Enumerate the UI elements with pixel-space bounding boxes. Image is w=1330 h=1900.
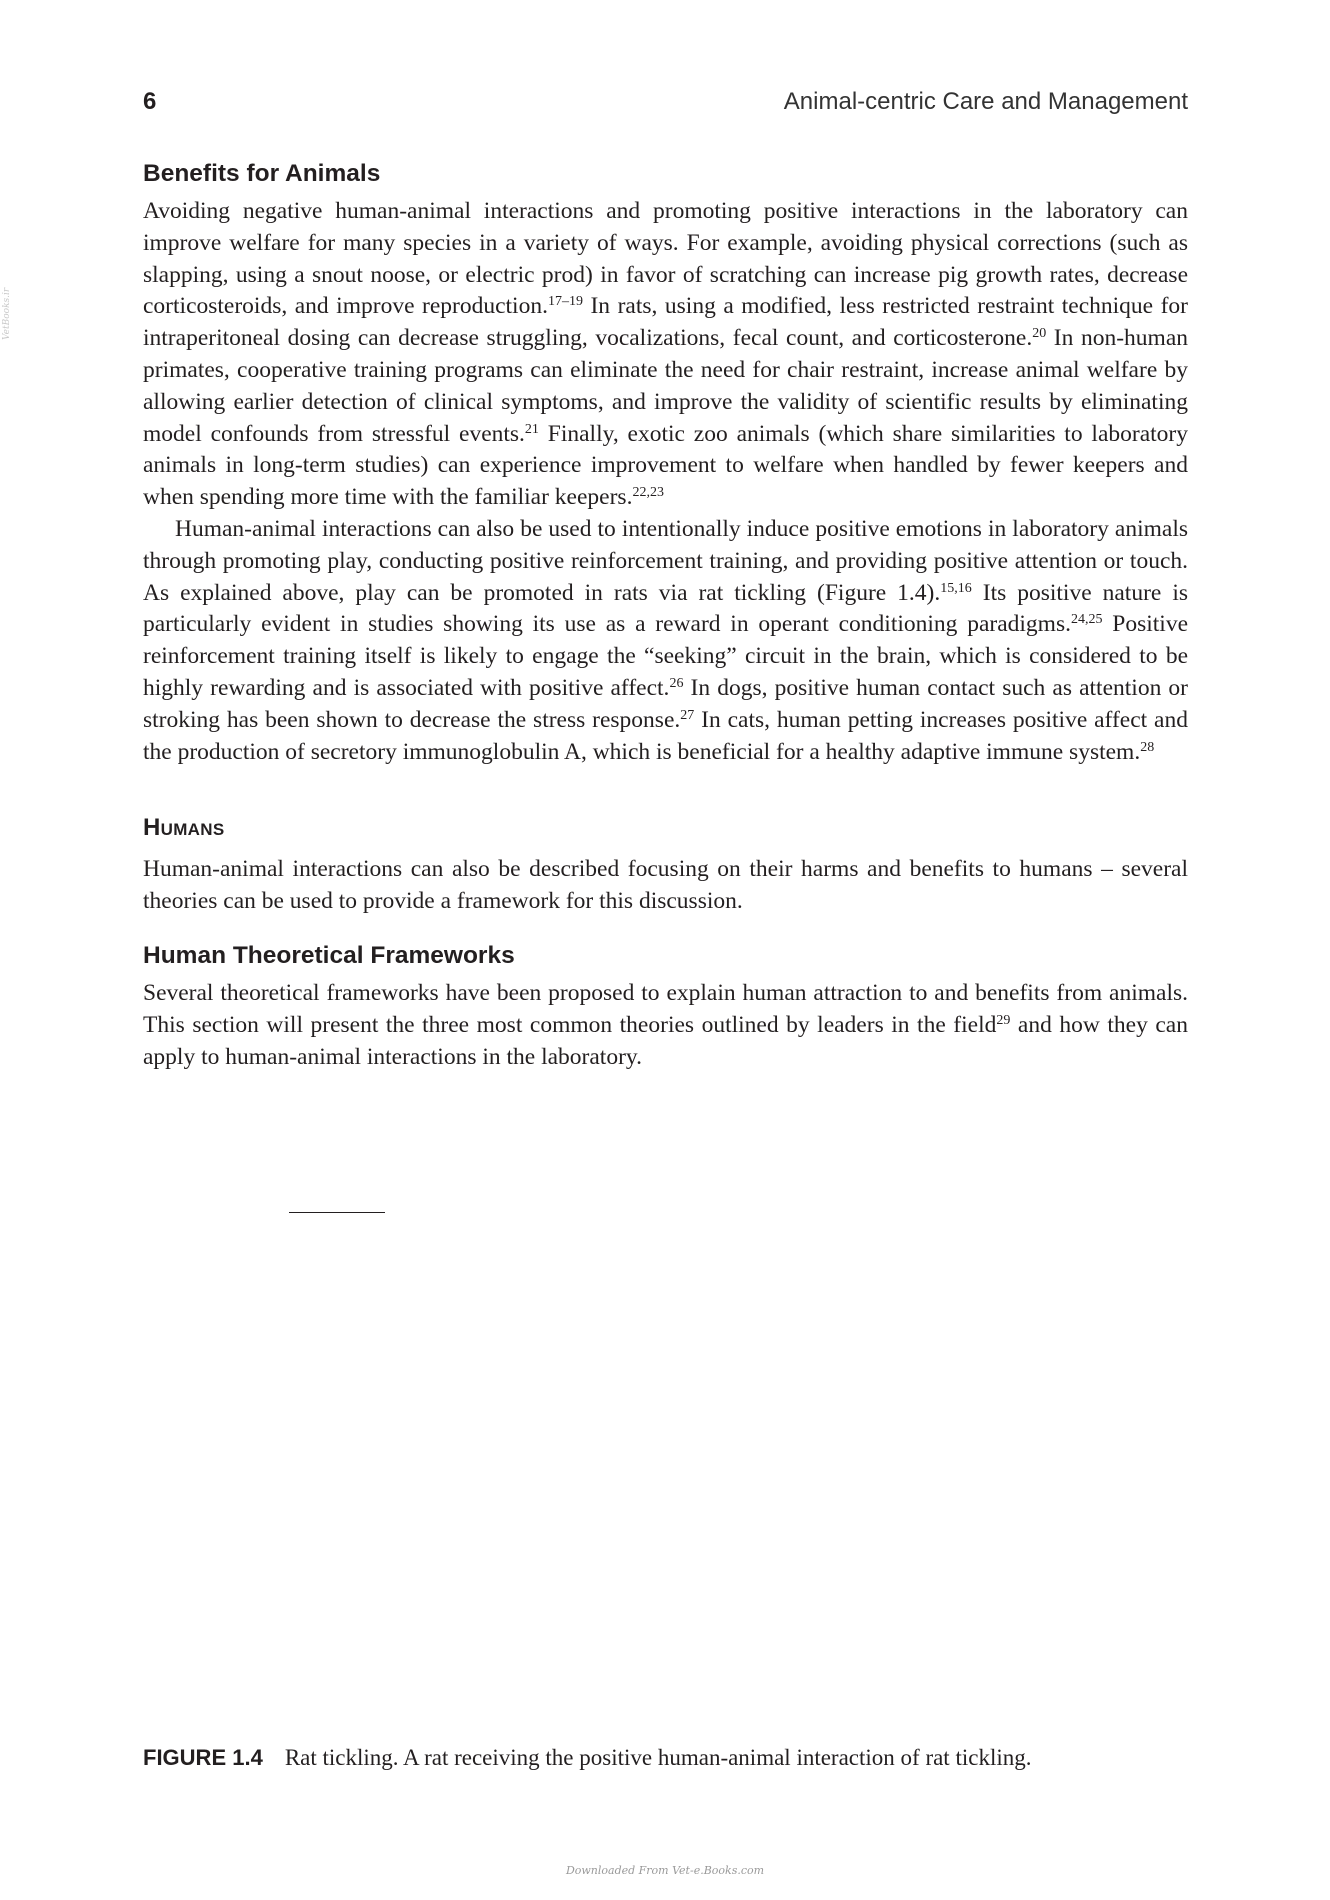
figure-caption-text: Rat tickling. A rat receiving the positive human-animal interaction of rat tickling. [284,1745,1032,1770]
citation: 21 [524,421,539,437]
citation: 29 [996,1012,1011,1028]
figure-caption [143,1742,1188,1774]
paragraph-humans-1: Human-animal interactions can also be described focusing on their harms and benefits to humans – several theories can be used to provide a framework for this discussion. [143,856,1188,915]
text-run: Avoiding negative human-animal interactions and promoting positive interactions in the laboratory can improve welfare for many species in a variety of ways. For example, avoiding physical corrections (such as slapping, using a snout noose, or electric prod) in favor of scratching can increase pig growth rates, decrease corticosteroids, and improve reproduction. [143,198,1188,320]
paragraph-benefits-2 [143,514,1188,768]
citation: 15,16 [940,580,972,596]
spacer [143,918,1188,940]
page-number: 6 [143,88,157,115]
citation: 28 [1140,739,1155,755]
text-run: In dogs, positive human contact such as attention or stroking has been shown to decrease the stress response. [143,674,1189,733]
citation: 24,25 [1070,612,1103,628]
citation: 27 [680,707,695,723]
text-run: and how they can apply to human-animal interactions in the laboratory. [143,1011,1188,1070]
text-run: Finally, exotic zoo animals (which share similarities to laboratory animals in long-term studies) can experience improvement to welfare when handled by fewer keepers and when spending more time with the familiar keepers. [143,420,1188,511]
text-run: In non-human primates, cooperative training programs can eliminate the need for chair restraint, increase animal welfare by allowing earlier detection of clinical symptoms, and improve the validity of scientific results by eliminating model confounds from stressful events. [143,325,1188,447]
section-heading-humans: Humans [143,814,225,842]
paragraph-benefits-1 [143,196,1188,514]
text-run: In rats, using a modified, less restricted restraint technique for intraperitoneal dosing can decrease struggling, vocalizations, fecal count, and corticosterone. [143,293,1188,352]
body-content [143,158,1188,1073]
text-run: Human-animal interactions can also be used to intentionally induce positive emotions in laboratory animals through promoting play, conducting positive reinforcement training, and providing positive attention or touch. As explained above, play can be promoted in rats via rat tickling (Figure 1.4). [143,515,1188,606]
citation: 17–19 [547,294,583,310]
page-header [143,88,1188,122]
running-head: Animal-centric Care and Management [783,88,1188,115]
text-run: Several theoretical frameworks have been proposed to explain human attraction to and benefits from animals. This section will present the three most common theories outlined by leaders in the field [143,979,1188,1038]
citation: 26 [669,675,684,691]
side-watermark: VetBooks.ir [2,287,12,340]
citation: 22,23 [632,485,664,501]
footnote-rule [289,1212,385,1213]
subhead-human-theoretical-frameworks: Human Theoretical Frameworks [143,941,515,969]
text-run: Positive reinforcement training itself is likely to engage the “seeking” circuit in the brain, which is considered to be highly rewarding and is associated with positive affect. [143,611,1189,701]
subhead-benefits-for-animals: Benefits for Animals [143,160,381,187]
footer-watermark: Downloaded From Vet-e.Books.com [565,1864,765,1877]
paragraph-frameworks-1 [143,978,1188,1073]
figure-label: FIGURE 1.4 [143,1745,263,1770]
citation: 20 [1032,326,1047,342]
text-run: Its positive nature is particularly evident in studies showing its use as a reward in operant conditioning paradigms. [143,579,1188,638]
text-run: In cats, human petting increases positive affect and the production of secretory immunoglobulin A, which is beneficial for a healthy adaptive immune system. [143,706,1188,765]
figure-image-area [143,1232,1188,1732]
